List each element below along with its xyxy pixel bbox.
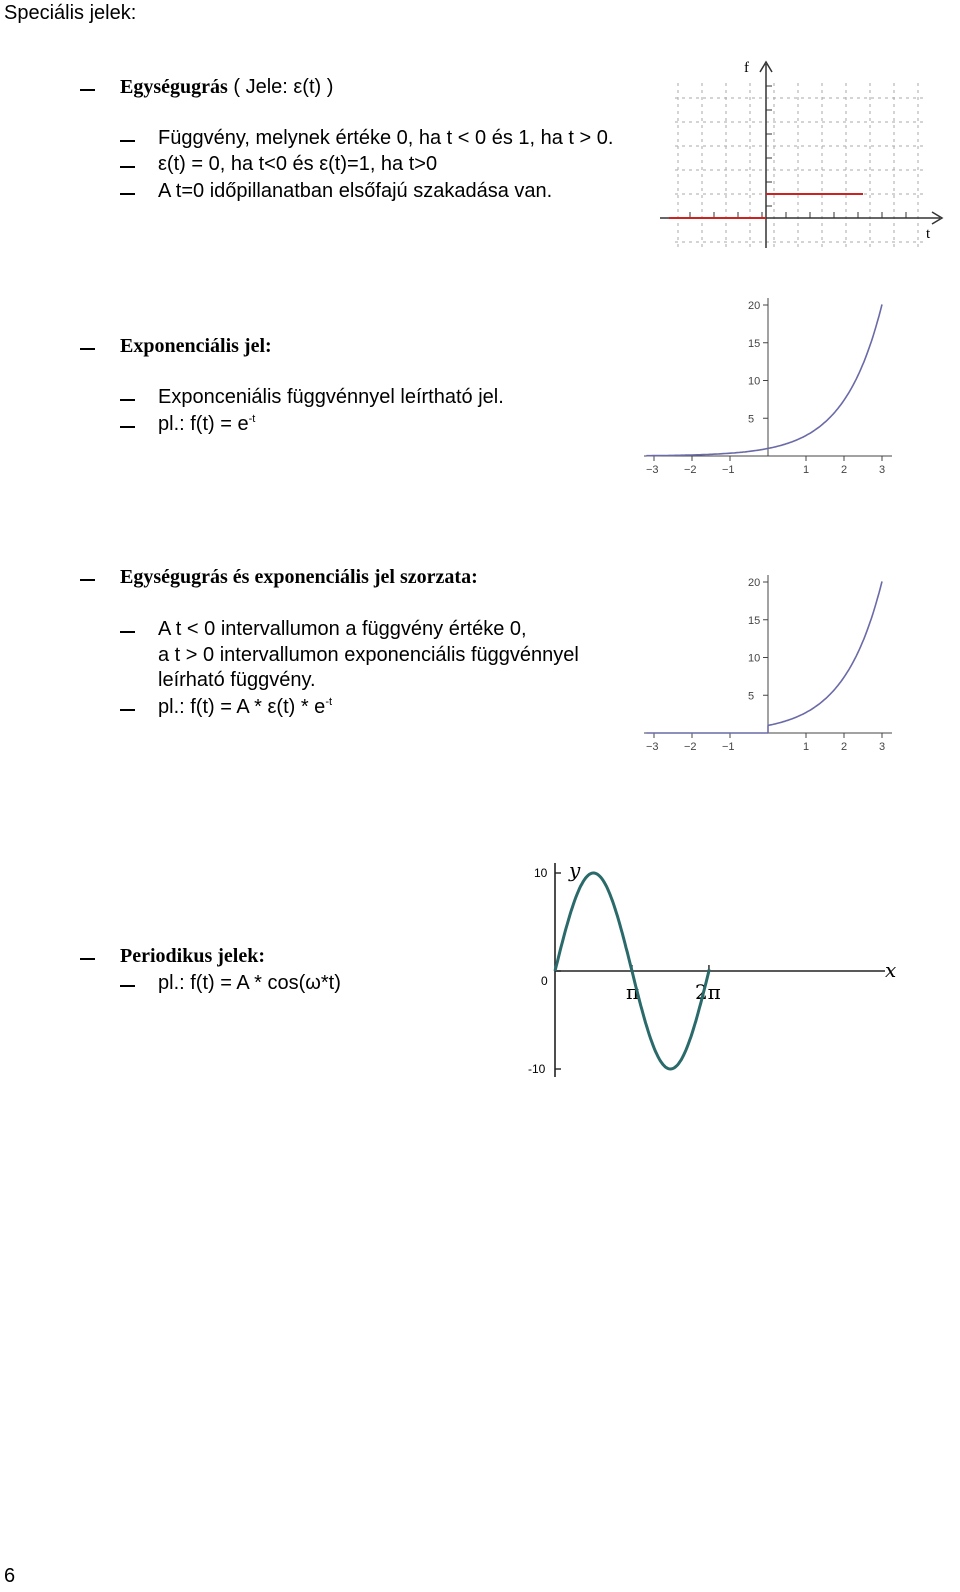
x-tick-label: 1 xyxy=(803,741,810,753)
x-tick-label: −3 xyxy=(646,464,659,476)
section-product-heading: Egységugrás és exponenciális jel szorzata: xyxy=(120,566,478,588)
x-tick-label: −2 xyxy=(684,741,697,753)
x-tick-label: 1 xyxy=(803,464,810,476)
section-exp-example-text: pl.: f(t) = e xyxy=(158,413,249,435)
section-step-item: A t=0 időpillanatban elsőfajú szakadása van. xyxy=(158,180,553,202)
y-tick-label: 20 xyxy=(748,577,761,589)
bullet-dash xyxy=(80,348,95,350)
page-number: 6 xyxy=(4,1565,16,1587)
y-tick-label: 0 xyxy=(541,974,548,988)
bullet-dash xyxy=(120,985,135,987)
bullet-dash xyxy=(120,399,135,401)
bullet-dash xyxy=(120,193,135,195)
bullet-dash xyxy=(120,140,135,142)
y-tick-label: 10 xyxy=(748,652,761,665)
bullet-dash xyxy=(120,426,135,428)
section-product-example xyxy=(158,696,332,719)
periodic-chart xyxy=(525,855,915,1085)
y-axis-label: y xyxy=(569,858,581,882)
section-exp-example xyxy=(158,413,255,436)
y-axis-label: f xyxy=(744,60,749,76)
x-tick-label: −1 xyxy=(722,741,735,753)
x-axis-label: t xyxy=(926,226,931,242)
section-product-example-text: pl.: f(t) = A * ε(t) * e xyxy=(158,696,326,718)
section-periodic-heading: Periodikus jelek: xyxy=(120,945,265,967)
y-tick-label: 15 xyxy=(748,337,761,350)
x-tick-label: 3 xyxy=(879,741,886,753)
bullet-dash xyxy=(120,709,135,711)
x-tick-label: −2 xyxy=(684,464,697,476)
y-tick-label: 20 xyxy=(748,300,761,312)
y-tick-label: 15 xyxy=(748,614,761,627)
section-product-item-line: a t > 0 intervallumon exponenciális függvénnyel xyxy=(158,644,579,666)
x-tick-label: 2 xyxy=(841,464,848,476)
y-tick-label: 5 xyxy=(748,413,755,426)
x-tick-label: −1 xyxy=(722,464,735,476)
bullet-dash xyxy=(120,631,135,633)
x-tick-label: 3 xyxy=(879,464,886,476)
y-tick-label: 10 xyxy=(534,866,548,880)
y-tick-label: 5 xyxy=(748,690,755,703)
y-tick-label: -10 xyxy=(528,1062,546,1076)
exponential-chart xyxy=(640,298,900,480)
bullet-dash xyxy=(80,89,95,91)
section-periodic-example: pl.: f(t) = A * cos(ω*t) xyxy=(158,972,341,994)
section-product-item-line: A t < 0 intervallumon a függvény értéke 0, xyxy=(158,618,527,640)
bullet-dash xyxy=(80,958,95,960)
section-step-item: Függvény, melynek értéke 0, ha t < 0 és 1, ha t > 0. xyxy=(158,127,614,149)
section-exp-item: Exponceniális függvénnyel leírtható jel. xyxy=(158,386,504,408)
step-function-chart xyxy=(650,58,950,258)
x-tick-label: 2 xyxy=(841,741,848,753)
section-step-item: ε(t) = 0, ha t<0 és ε(t)=1, ha t>0 xyxy=(158,153,438,175)
x-axis-label: x xyxy=(885,958,897,982)
section-exp-example-exponent: -t xyxy=(248,413,256,425)
x-tick-label: −3 xyxy=(646,741,659,753)
bullet-dash xyxy=(120,166,135,168)
step-exponential-chart xyxy=(640,575,900,757)
section-product-example-exponent: -t xyxy=(325,696,333,708)
section-exp-heading: Exponenciális jel: xyxy=(120,335,272,357)
exp-curve xyxy=(768,581,882,725)
section-product-item-line: leírható függvény. xyxy=(158,669,316,691)
section-step-heading-bold: Egységugrás xyxy=(120,76,228,98)
section-step-heading-rest: ( Jele: ε(t) ) xyxy=(227,76,334,98)
page-title: Speciális jelek: xyxy=(4,2,137,24)
bullet-dash xyxy=(80,579,95,581)
x-tick-label: 2π xyxy=(694,980,721,1004)
section-step-heading xyxy=(120,76,333,99)
x-tick-label: π xyxy=(625,980,640,1004)
y-tick-label: 10 xyxy=(748,375,761,388)
